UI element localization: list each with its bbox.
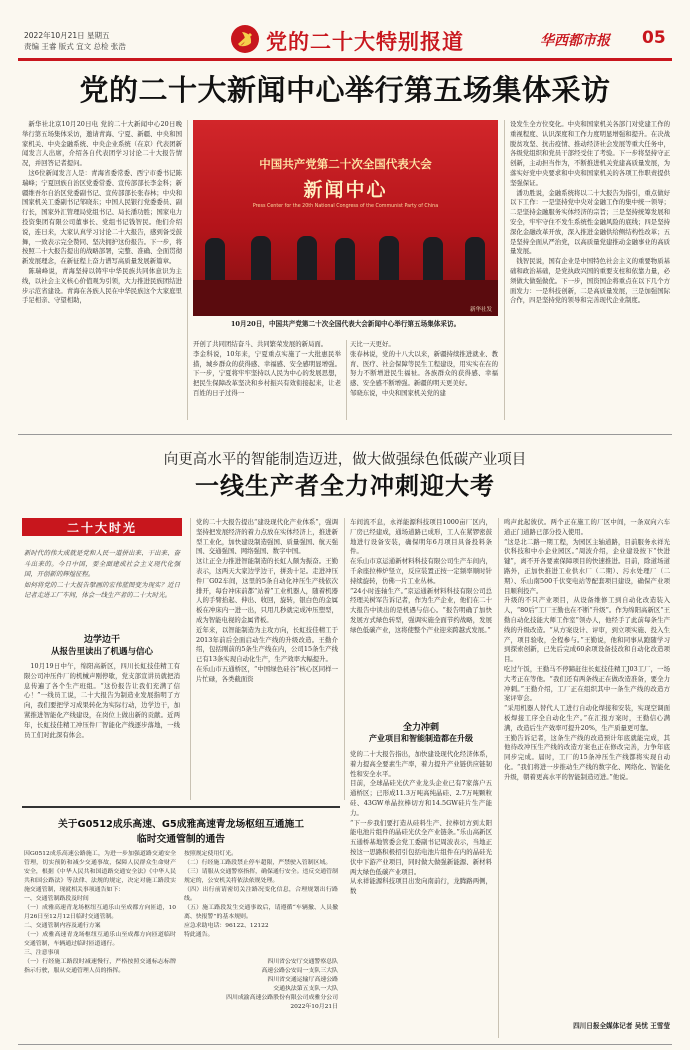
speaker-figure <box>205 238 225 280</box>
article1-paragraph: 潘功胜说，金融系统将以二十大报告为指引，重点做好以下工作：一是坚持党中央对金融工作的集中统一领导；二是坚持金融服务实体经济的宗旨；三是坚持统筹发展和安全，牢牢守住不发生系统性金融风险的底线；四是坚持深化金融改革开放，深入推进金融供给侧结构性改革；五是坚持全面从严治党，以高质量党建推动金融事业的高质量发展。 <box>510 188 670 256</box>
notice-signer: 高速公路公安局一支队三大队 <box>261 968 338 974</box>
article2-col3-top: 车间流不息，永祥能源科技项目1000亩厂区内，厂房已经建成，通场道路已成形，工人在紧锣密鼓地进行设备安装，确保明年6月项目具备投料条件。 在乐山市京运通新材料科技有限公司生产车间内，千余座拉棒炉竖立，反应装置正按一定频率顺时针持续旋转，仿佛一片工业丛林。 “24小时连轴生产。”京运通新材料科技有限公司总经理关树军告诉记者，作为生产企业，他们在二十大报告中读出的是机遇与信心。“报告明确了加快发展方式绿色转型，强调实施全面节约战略，发展绿色低碳产业，这将使整个产业迎来跨越式发展。” <box>350 518 492 634</box>
photo-banner-line2: 新闻中心 <box>303 179 388 201</box>
speaker-figure <box>251 236 271 280</box>
bottom-rule <box>18 1044 672 1045</box>
article1-col4 <box>510 120 670 306</box>
section2-title-line2: 产业项目和智能制造都在升级 <box>369 734 473 743</box>
paper-name: 华西都市报 <box>540 33 610 49</box>
sidebar-label-text: 二十大时光 <box>66 521 137 535</box>
speaker-figure <box>379 236 399 280</box>
article1-paragraph: 开创了共同团结奋斗、共同繁荣发展的新局面。 李金科说，10年来，宁夏重点实施了一大批惠民举措，城乡群众的获得感、幸福感、安全感明显增强。下一步，宁夏将牢牢坚持以人民为中心的发展思想，把民生保障改革坚决和乡村振兴有效衔接起来，让老百姓的日子过得一 <box>193 340 341 397</box>
notice-signers <box>184 958 338 1012</box>
article1-lead-paragraph: 新华社北京10月20日电 党的二十大新闻中心20日晚举行第五场集体采访，邀请青海、宁夏、新疆、中央和国家机关、中央金融系统、中央企业系统（在京）代表团新闻发言人出席，介绍各自代表团学习讨论二十大报告情况，并回答记者提问。 <box>22 120 182 168</box>
article2-col2: 党的二十大报告提出“建设现代化产业体系”，强调坚持把发展经济的着力点放在实体经济上，推进新型工业化，加快建设制造强国、质量强国、航天强国、交通强国、网络强国、数字中国。 这让正全力推进智能制造的长虹人颇为振奋。王勤表示，这两天大家边学边干，拼劲十足。走进冲压件厂G02车间，这里的5条自动化冲压生产线依次排开，每台冲床前都“站着”工业机器人，随着机器人的手臂抬起、伸出、收回，旋转，银白色的金属板在冲床内一进一出，只用几秒就完成冲压塑型，成为智能电视的金属背板。 近年来，以智能制造为主攻方向，长虹技佳精工于2013年前后全面启动生产线的升级改造。王勤介绍，包括刚前的5条生产线在内，公司15条生产线已有13条实现自动化生产，生产效率大幅提升。 在乐山市五通桥区，“中国绿色硅谷”核心区同样一片忙碌，各类截面资 <box>196 518 338 683</box>
special-report-banner <box>220 22 480 56</box>
column-divider <box>346 340 347 420</box>
article1-col1 <box>22 120 182 306</box>
notice-signer: 四川省交通运输厅高速公路 <box>267 977 338 983</box>
article1-col3-bottom <box>350 340 498 399</box>
article2-intro: 新时代的伟大成就是党和人民一道拼出来、干出来、奋斗出来的。今日中国，要全面建成社会主义现代化强国，开创新的辉煌征程。 如何将党的二十大报告擘画的宏伟蓝图变为现实？近日记者走进工厂车间，体会一线生产者的二十大时光。 <box>24 549 180 599</box>
masthead <box>0 0 690 62</box>
column-divider <box>187 120 188 420</box>
article1-headline: 党的二十大新闻中心举行第五场集体采访 <box>79 73 611 107</box>
section1-title-line1: 边学边干 <box>83 635 120 645</box>
speaker-figure <box>335 238 355 280</box>
section2-title-line1: 全力冲刺 <box>402 723 439 733</box>
sidebar-label <box>22 518 182 536</box>
traffic-notice <box>22 806 340 1040</box>
notice-title-line1: 关于G0512成乐高速、G5成雅高速青龙场枢纽互通施工 <box>57 819 305 830</box>
article2-headline: 一线生产者全力冲刺迎大考 <box>195 472 495 500</box>
article2-col3-bottom: 党的二十大报告指出，加快建设现代化经济体系，着力提高全要素生产率，着力提升产业链供应链韧性和安全水平。 目前，全球晶硅光伏产业龙头企业已有7家落户五通桥区；已形成11.3万吨高纯晶硅、2.7万吨颗粒硅、43GW单晶拉棒切方和14.5GW硅片生产能力。 “下一步我们要打造从硅料生产、拉棒切方到太阳能电池片组件的晶硅光伏全产业链条。”乐山高新区五通桥基地管委会党工委副书记周波表示，当地正按这一思路积极招引包括电池片组件在内的晶硅光伏中下游产业项目，同时做大做强新能源、新材料两大绿色低碳产业项目。 从永祥能源科技项目出发向南前行，龙腾路两侧，数 <box>350 750 492 896</box>
column-divider <box>344 518 345 800</box>
notice-col2: 按照规定使用灯光。 （二）行经施工路段禁止停车超限，严禁驶入管制区域。 （三）请服从交通警察指挥，确保通行安全。违反交通管制规定的，公安机关将依法依规处理。 （四）出行前请密切关注路况变化信息，合理规划出行路线。 （五）施工路段发生交通事故后，请遵循“车辆撤、人员撤离、快报警”的基本规则。 应急求助电话：96122、12122 特此通告。 <box>184 851 338 938</box>
article2-col1-body: 10月19日中午，绵阳高新区，四川长虹技佳精工有限公司冲压件厂的机械声刚停歇，党支部宣讲员就把消息传遍了各个生产班组。“这份报告让我们充满了信心！”一线员工说，二十大报告为制造业发展指明了方向，我们要把学习成果转化为实际行动，边学边干，加紧推进智能化产线建设，在岗位上做出新的贡献。近两年，长虹技佳精工冲压件厂智能化产线逐步落地，一线员工们对此深有体会。 <box>24 662 180 739</box>
header-editors: 责编 王睿 版式 宜文 总检 张浩 <box>24 42 126 51</box>
article1-paragraph: 陈瑞峰说，青海坚持以铸牢中华民族共同体意识为主线，以社会主义核心价值观为引领，大力推进民族团结进步示范省建设。青海在各族人民在中华民族这个大家庭里手足相亲、守望相助， <box>22 266 182 305</box>
header-date: 2022年10月21日 星期五 <box>24 31 110 40</box>
notice-title-line2: 临时交通管制的通告 <box>136 834 226 845</box>
article1-paragraph: 这6位新闻发言人是：青海省委常委、西宁市委书记陈瑞峰；宁夏回族自治区党委常委、宣传部部长李金科；新疆维吾尔自治区党委副书记、宣传部部长张春林；中央和国家机关工委副书记邹晓东；中国人民银行党委委员、副行长，国家外汇管理局党组书记、局长潘功胜；国家电力投资集团有限公司董事长、党组书记钱智民。他们介绍说，连日来，大家认真学习讨论二十大报告，感到备受鼓舞，一致表示完全赞同、坚决拥护这份报告。下一步，将按照二十大报告提出的战略部署，完整、准确、全面贯彻新发展理念，在新征程上奋力谱写高质量发展新篇章。 <box>22 168 182 266</box>
header-rule <box>18 58 672 61</box>
notice-col1: 因G0512成乐高速公路施工，为进一步加强道路交通安全管理，切实预防和减少交通事故，保障人民群众生命财产安全，根据《中华人民共和国道路交通安全法》《中华人民共和国公路法》等法律、法规的规定，决定对施工路段实施交通管制，现就相关事项通告如下： 一、交通管制路段及时间 （一）成雅高速青龙场枢纽互通乐山至成都方向匝道，10月26日至12月12日临时交通管制。 二、交通管制内容及通行方案 （一）成雅高速青龙场枢纽互通乐山至成都方向匝道临时交通管制，车辆通过临时匝道通行。 三、注意事项 （一）行经施工路段时减速慢行，严格按照交通标志标牌指示行驶，服从交通管理人员的指挥。 <box>24 851 176 974</box>
speaker-figure <box>297 236 317 280</box>
press-center-photo <box>193 120 498 316</box>
photo-caption: 10月20日，中国共产党第二十次全国代表大会新闻中心举行第五场集体采访。 <box>230 320 461 328</box>
speaker-figure <box>423 237 443 280</box>
notice-signer: 交通执法第五支队一大队 <box>273 986 338 992</box>
article2-byline: 四川日报全媒体记者 吴忧 王雪莹 <box>573 1022 670 1030</box>
section-divider <box>18 434 672 435</box>
column-divider <box>504 120 505 420</box>
party-emblem-icon <box>230 24 260 54</box>
article1-paragraph: 钱智民说，国有企业是中国特色社会主义的重要物质基础和政治基础，是党执政兴国的重要支柱和依靠力量，必须做大做强做优。下一步，国资国企将重点在以下几个方面发力：一是科技创新，二是高质量发展，三是加强国际合作，四是坚持党的领导和完善现代企业制度。 <box>510 257 670 305</box>
podium-table <box>193 280 498 316</box>
article1-col2-bottom <box>193 340 341 399</box>
article2-subtitle: 向更高水平的智能制造迈进，做大做强绿色低碳产业项目 <box>163 452 527 468</box>
section1-title-line2: 从报告里读出了机遇与信心 <box>50 647 153 657</box>
photo-banner-line1: 中国共产党第二十次全国代表大会 <box>259 157 432 171</box>
page-number: 05 <box>642 28 666 48</box>
article1-paragraph: 天比一天更好。 张春林说，党的十八大以来，新疆持续推进就业、教育、医疗、社会保障等民生工程建设，用实实在在的努力不断增进民生福祉。各族群众的获得感、幸福感、安全感不断增强。新疆的明天更美好。 邹晓东说，中央和国家机关党的建 <box>350 340 498 397</box>
photo-credit: 新华社发 <box>469 307 492 313</box>
photo-banner-english: Press Center for the 20th National Congress of the Communist Party of China <box>252 204 439 209</box>
speaker-figure <box>465 237 485 280</box>
notice-signer: 四川省公安厅交通警察总队 <box>267 959 338 965</box>
article2-col4: 鸣声此起彼伏。两个正在施工的厂区中间，一条双向六车道正门道路已部分投入使用。 “这是北二路一期工程，为园区主轴道路，目前服务永祥光伏科技和中小企业园区。”周波介绍，企业建设按下“快进键”，离不开各要素保障项目的快速推进。目前，除道场道路外，正加快推进工业供水厂（二期）、污水处理厂（二期）、乐山南500千伏变电站等配套项目建设，确保产业项目顺利投产。 升级的不只产业项目，从设备维修工到自动化改造装入人，“80后”工厂王勤也在不断“升级”。作为绵阳高新区“王勤自动化技能大师工作室”领办人，他经手了此前每条生产线的升级改造。“从方案设计、评审，到立项实施、投入生产，项目验收，全程参与。”王勤说，他和同事从跑随学习到探索创新，已先后完成60余项设备技改和自动化改造项目。 吃过午饭，王勤马不停蹄赶往长虹技佳精工J03工厂，一场大考正在等他。“我们还有两条线正在做改造准备，要全力冲刺。”王勤介绍，工厂正在组织其中一条生产线的改造方案评审会。 “采用机器人替代人工进行自动化焊接和安装，实现空调面板焊接工序全自动化生产。”在汇报方案时，王勤信心满满，改造后生产效率可提升20%，生产质量更可靠。 王勤告诉记者，这条生产线的改造预计年底就能完成，其他待改冲压生产线的改造方案也正在修改完善，力争年底同步完成。届时，工厂的15条冲压生产线都将实现自动化。“我们将进一步推动生产线的数字化、网络化、智能化升级，朝着更高水平的智能制造迈进。”他说。 <box>504 518 670 781</box>
banner-title: 党的二十大特别报道 <box>266 30 464 54</box>
notice-date: 2022年10月21日 <box>290 1004 338 1010</box>
notice-signer: 四川成渝高速公路股份有限公司成雅分公司 <box>226 995 338 1001</box>
article1-paragraph: 设发生全方位变化。中央和国家机关各部门对党建工作的重视程度、认识深度和工作力度明显增强和提升。在决战脱贫攻坚、抗击疫情、推动经济社会发展等重大任务中，各级党组织和党员干部经受住了考验。下一步将坚持守正创新，主动担当作为，不断推进机关党建高质量发展，为落实好党中央要求和中央和国家机关的各项工作职责提供坚强保证。 <box>510 120 670 187</box>
column-divider <box>498 518 499 1038</box>
column-divider <box>190 518 191 800</box>
